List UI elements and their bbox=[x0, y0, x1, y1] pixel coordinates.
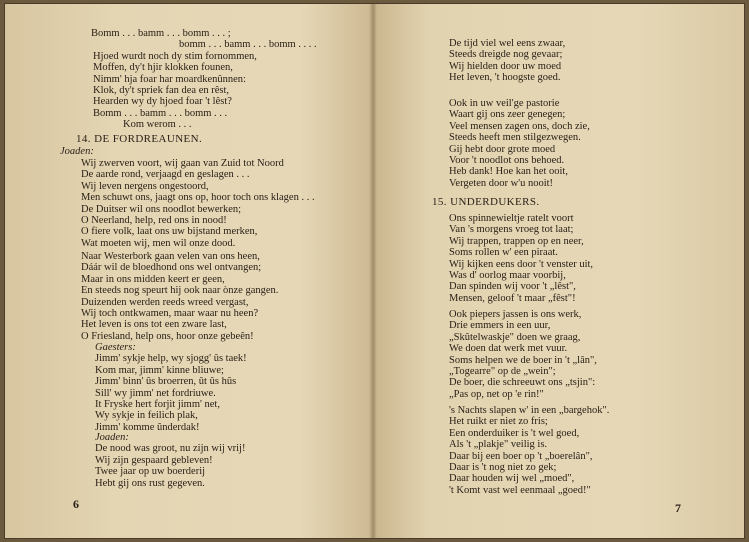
stanza bbox=[449, 213, 593, 304]
text-line: Wij toch ontkwamen, maar waar nu heen? bbox=[81, 308, 259, 320]
text-line: Sill' wy jimm' net fordriuwe. bbox=[95, 387, 216, 399]
text-line: Steeds heeft men stilgezwegen. bbox=[449, 132, 581, 144]
stanza bbox=[449, 309, 597, 400]
stanza bbox=[95, 432, 245, 489]
text-line: Naar Westerbork gaan velen van ons heen, bbox=[81, 251, 260, 262]
speaker-label: Gaesters: bbox=[95, 342, 136, 353]
text-line: Wij zwerven voort, wij gaan van Zuid tot Noord bbox=[81, 158, 284, 169]
text-line: Daar houden wij wel „moed", bbox=[449, 473, 575, 485]
text-line: Bomm . . . bamm . . . bomm . . . ; bbox=[91, 28, 231, 39]
text-line: O Neerland, help, red ons in nood! bbox=[81, 215, 227, 227]
booklet-spread bbox=[4, 3, 745, 539]
text-line: Hjoed wurdt noch dy stim fornommen, bbox=[93, 50, 257, 62]
text-line: Maar in ons midden keert er geen, bbox=[81, 273, 225, 285]
poem-fragment bbox=[91, 28, 317, 131]
stanza bbox=[95, 342, 247, 433]
text-line: Hearden wy dy hjoed foar 't lêst? bbox=[93, 96, 232, 108]
text-line: Wij trappen, trappen op en neer, bbox=[449, 235, 584, 247]
text-line: Het leven, 't hoogste goed. bbox=[449, 72, 561, 84]
text-line: Wij kijken eens door 't venster uit, bbox=[449, 258, 594, 270]
text-line: Mensen, geloof 't maar „fêst"! bbox=[449, 292, 576, 304]
text-line: Het ruikt er niet zo fris; bbox=[449, 416, 548, 428]
text-line: Heb dank! Hoe kan het ooit, bbox=[449, 166, 568, 178]
text-line: Wij hielden door uw moed bbox=[449, 60, 562, 72]
text-line: Jimm' sykje help, wy sjogg' ûs taek! bbox=[95, 353, 247, 365]
text-line: bomm . . . bamm . . . bomm . . . . bbox=[179, 39, 317, 51]
text-line: Veel mensen zagen ons, doch zie, bbox=[449, 120, 590, 132]
section-heading-15 bbox=[432, 196, 540, 208]
text-line: En steeds nog speurt hij ook naar ònze gangen. bbox=[81, 285, 279, 297]
text-line: O Friesland, help ons, hoor onze gebeên! bbox=[81, 330, 254, 342]
speaker-label: Joaden: bbox=[60, 146, 94, 157]
stanza bbox=[449, 98, 590, 189]
text-line: Jimm' binn' ûs broerren, ût ûs hûs bbox=[95, 376, 237, 388]
text-line: Dáár wil de bloedhond ons wel ontvangen; bbox=[81, 262, 262, 274]
text-line: It Fryske hert forjit jimm' net, bbox=[95, 399, 220, 411]
book-gutter bbox=[369, 4, 377, 538]
poem-body bbox=[60, 146, 94, 157]
text-line: Was d' oorlog maar voorbij, bbox=[449, 270, 566, 282]
text-line: Gij hebt door grote moed bbox=[449, 143, 556, 155]
text-line: Voor 't noodlot ons behoed. bbox=[449, 155, 565, 167]
text-line: Een onderduiker is 't wel goed, bbox=[449, 427, 580, 439]
text-line: Wij zijn gespaard gebleven! bbox=[95, 454, 213, 466]
section-heading-14 bbox=[76, 133, 202, 145]
text-line: Ook piepers jassen is ons werk, bbox=[449, 309, 582, 320]
page-number: 6 bbox=[73, 497, 79, 511]
text-line: Nimm' hja foar har moardkenûnnen: bbox=[93, 73, 246, 85]
text-line: De Duitser wil ons noodlot bewerken; bbox=[81, 203, 242, 215]
text-line: De aarde rond, verjaagd en geslagen . . . bbox=[81, 169, 250, 181]
text-line: Als 't „plakje" veilig is. bbox=[449, 439, 548, 451]
text-line: De nood was groot, nu zijn wij vrij! bbox=[95, 443, 246, 455]
text-line: Bomm . . . bamm . . . bomm . . . bbox=[93, 107, 228, 119]
text-line: Hebt gij ons rust gegeven. bbox=[95, 477, 205, 489]
stanza bbox=[81, 251, 278, 342]
stanza bbox=[449, 405, 609, 496]
text-line: Men schuwt ons, jaagt ons op, hoor toch ons klagen . . . bbox=[81, 192, 315, 204]
text-line: Daar is 't nog niet zo gek; bbox=[449, 462, 557, 474]
text-line: Twee jaar op uw boerderij bbox=[95, 466, 206, 478]
text-line: De boer, die schreeuwt ons „tsjin": bbox=[449, 377, 596, 389]
section-title: DE FORDREAUNEN. bbox=[94, 133, 203, 145]
text-line: Kom mar, jimm' kinne bliuwe; bbox=[95, 364, 224, 376]
text-line: Kom werom . . . bbox=[123, 119, 192, 131]
text-line: O fiere volk, laat ons uw bijstand merken, bbox=[81, 226, 258, 238]
text-line: Moffen, dy't hjir klokken founen, bbox=[93, 62, 233, 74]
section-number: 14. bbox=[76, 133, 91, 145]
stanza bbox=[81, 158, 315, 249]
page-number: 7 bbox=[675, 501, 681, 515]
text-line: Soms helpen we de boer in 't „lân", bbox=[449, 354, 597, 366]
text-line: Het leven is ons tot een zware last, bbox=[81, 319, 227, 331]
text-line: 't Komt vast wel eenmaal „goed!" bbox=[449, 484, 591, 496]
text-line: Van 's morgens vroeg tot laat; bbox=[449, 224, 574, 236]
text-line: „Skûtelwaskje" doen we graag, bbox=[449, 331, 581, 343]
text-line: Vergeten door w'u nooit! bbox=[449, 177, 554, 189]
text-line: Steeds dreigde nog gevaar; bbox=[449, 49, 563, 61]
text-line: De tijd viel wel eens zwaar, bbox=[449, 38, 566, 49]
text-line: We doen dat werk met vuur. bbox=[449, 343, 568, 355]
text-line: Wij leven nergens ongestoord, bbox=[81, 180, 209, 192]
text-line: Drie emmers in een uur, bbox=[449, 320, 551, 332]
text-line: „Togearre" op de „wein"; bbox=[449, 366, 556, 378]
text-line: Daar bij een boer op 't „boerelân", bbox=[449, 450, 593, 462]
right-page bbox=[373, 4, 744, 538]
text-line: Ook in uw veil'ge pastorie bbox=[449, 98, 560, 109]
text-line: Waart gij ons zeer genegen; bbox=[449, 109, 566, 121]
text-line: Ons spinnewieltje ratelt voort bbox=[449, 213, 574, 224]
text-line: Klok, dy't spriek fan dea en rêst, bbox=[93, 85, 230, 97]
text-line: Duizenden werden reeds wreed vergast, bbox=[81, 296, 249, 308]
speaker-label: Joaden: bbox=[95, 432, 129, 443]
text-line: Soms rollen w' een piraat. bbox=[449, 247, 558, 259]
text-line: Wat moeten wij, men wil onze dood. bbox=[81, 237, 236, 249]
section-title: UNDERDUKERS. bbox=[450, 196, 540, 208]
left-page bbox=[5, 4, 373, 538]
section-number: 15. bbox=[432, 196, 447, 208]
text-line: Wy sykje in feilich plak, bbox=[95, 410, 198, 422]
text-line: Dan spinden wij voor 't „lêst", bbox=[449, 281, 576, 293]
stanza bbox=[449, 38, 565, 84]
text-line: Jimm' komme ûnderdak! bbox=[95, 421, 200, 433]
text-line: 's Nachts slapen w' in een „bargehok". bbox=[449, 405, 610, 416]
text-line: „Pas op, net op 'e rin!" bbox=[449, 388, 544, 400]
